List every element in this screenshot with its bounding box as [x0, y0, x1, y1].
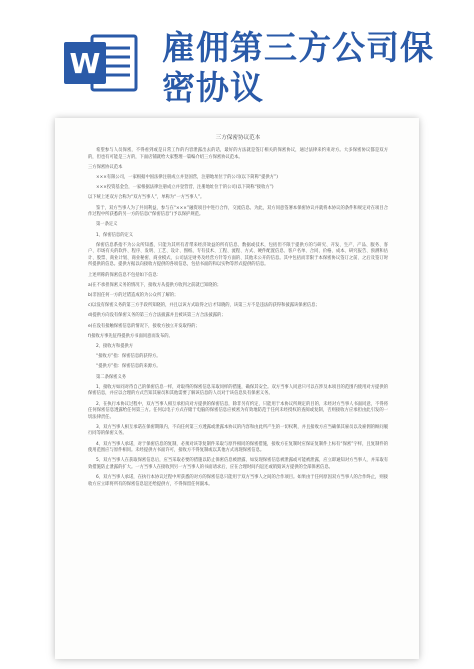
- doc-paragraph: 以下统上述双方合称为“双方当事人”，单称为“一方当事人”。: [88, 195, 205, 201]
- logo-letter: W: [69, 47, 101, 80]
- doc-paragraph: 鉴于，双方当事人为了共同利益，参与在“×××”融资项目中进行合作，交流信息。为此，双方同意签署本保密协议并就将本协议的条件和规定对在项目合作过程中所获悉的另一方的信息(“保密信息”)予以保护规范。: [88, 205, 388, 218]
- section-heading: 第一条定义: [96, 222, 118, 228]
- doc-paragraph: 5、双方当事人在获取保密信息后，应当采取必要的措施以防止保密信息被泄露，如发现保密信息被泄露或可能被泄露，应立即通知对方当事人，并采取有效措施防止泄露的扩大。一方当事人在接收到另一方当事人的书面请求后，应在合理时间内返还或销毁该方提供的全部保密信息。: [88, 458, 388, 471]
- doc-paragraph: 1、保密信息的定义: [96, 232, 134, 238]
- section-heading: 第二条保密义务: [96, 374, 127, 380]
- doc-paragraph: d)提供方向没有保密义务的第三方合法披露并且被该第三方合法披露的；: [88, 313, 226, 319]
- document-body: [88, 134, 388, 492]
- header: [0, 0, 474, 110]
- doc-paragraph: 2、接收方和提供方: [96, 343, 134, 349]
- doc-paragraph: 4、双方当事人承诺，对于保密信息的复制，必须对该等复制件采取与原件相同的保密措施，接收方在复制时应保证复制件上标有“保密”字样，且复制件的使用范围应与原件相同。未经提供方书面许可，接收方不得复制或以其他方式再现保密信息。: [88, 441, 388, 454]
- doc-paragraph: 2、在执行本协议过程中，双方当事人相互承担向对方提供的保密信息，除非另有约定，只能用于本协议所规定的目的，未经对方当事人书面同意，不得将任何保密信息透露给任何第三方。任何以电子方式存储于电脑的保密信息应被密为有效地防范于任何未经授权的查阅或复制，否则接收方应承担由此引发的一切法律责任。: [88, 401, 388, 420]
- doc-paragraph: “提供方”指：保密信息的来源方。: [96, 364, 161, 370]
- doc-paragraph: 6、双方当事人承诺，在执行本协议过程中所获悉的对方的保密信息只能用于双方当事人之间的合作项目。如果由于任何原因双方当事人的合作终止，则接收方应立即将所有的保密信息返还给提供方，不得保留任何副本。: [88, 475, 388, 487]
- doc-paragraph: 保密信息系指不为公众所知悉、只能为其所有者带来经济效益的所有信息、数据或技术，包括但不限于提供方的与研究、开发、生产、产品、服务、客户、市场有关的软件、程序、发明、工艺、设计、图纸、专有技术、工程、流程、方式、硬件配置信息、客户名单、合同、价格、成本、研究报告、预测和估计、股票、商业计划、商业秘密、商业模式、公司法定财务及经营方针等方面的、其他未公开的信息。其中包括而非限于本保密协议签订之前、之后及签订时所提供的信息。提供方据以向接收方提供的各项信息，包括书面的和以实物等形式提供的信息。: [88, 242, 388, 268]
- word-document-icon: [62, 30, 140, 96]
- doc-paragraph: 3、双方当事人相互承诺在保密期限内，不向任何第三方透露或泄露本协议的内容和由此所产生的一切权利，并且接收方应当确保其雇员以及雇佣的顾问履行同等的保密义务。: [88, 424, 388, 437]
- doc-paragraph: “接收方”指：保密信息的获得方。: [96, 354, 161, 360]
- doc-paragraph: e)在没有接触保密信息的情况下，接收方独立开发取得的；: [88, 323, 200, 329]
- doc-paragraph: f)接收方事先征得提供方书面同意而发布的。: [88, 333, 173, 339]
- doc-paragraph: c)以没有保密义务的第三方手段所知晓的，并且以该方式取得之后才知晓的，该第三方不是违法的获得和披露该保密信息；: [88, 303, 320, 309]
- doc-paragraph: ×××投资基金会，一家根据法律注册成立并登营营，注册地址位于的公司(以下简称“接收方”): [96, 185, 274, 191]
- doc-paragraph: ×××有限公司，一家根据中国法律注册成立并登国营，注册地址位于的公司(以下简称“提供方”): [96, 174, 278, 180]
- document-title: 三方保密协议范本: [215, 135, 261, 141]
- page-title: [162, 28, 462, 108]
- doc-paragraph: 希望参与人员保密，不得看到或是日常工作的内容泄露出去的话，最好的方法就是签订相关的保密协议，通过法律来约束对方。大多保密协议都是双方的，但也有可能是三方的，下面店铺就给大家整理一篇编介绍三方保密协议范本。: [88, 148, 388, 160]
- title-line-2: 密协议: [162, 68, 264, 107]
- doc-paragraph: 上述所称的保密信息不包括如下信息：: [88, 272, 162, 278]
- title-line-1: 雇佣第三方公司保: [162, 28, 434, 67]
- doc-paragraph: b)非因任何一方的过错造成的为公众所了解的；: [88, 293, 179, 299]
- doc-paragraph: 1、接收方如同对待自己的保密信息一样，对取得的保密信息采取同样的措施，确保其安全。双方当事人同意只可以在涉及本项目的范围内使用对方提供的保密信息，并应以合理的方式告知其雇员和其他需要了解该信息的人员对于该信息负有保密义务。: [88, 384, 388, 397]
- doc-paragraph: 三方保密协议范本: [88, 164, 123, 170]
- document-page: [55, 118, 419, 659]
- doc-paragraph: a)在不承担保密义务的情况下，接收方从提供方收到之前就已知晓的；: [88, 282, 222, 288]
